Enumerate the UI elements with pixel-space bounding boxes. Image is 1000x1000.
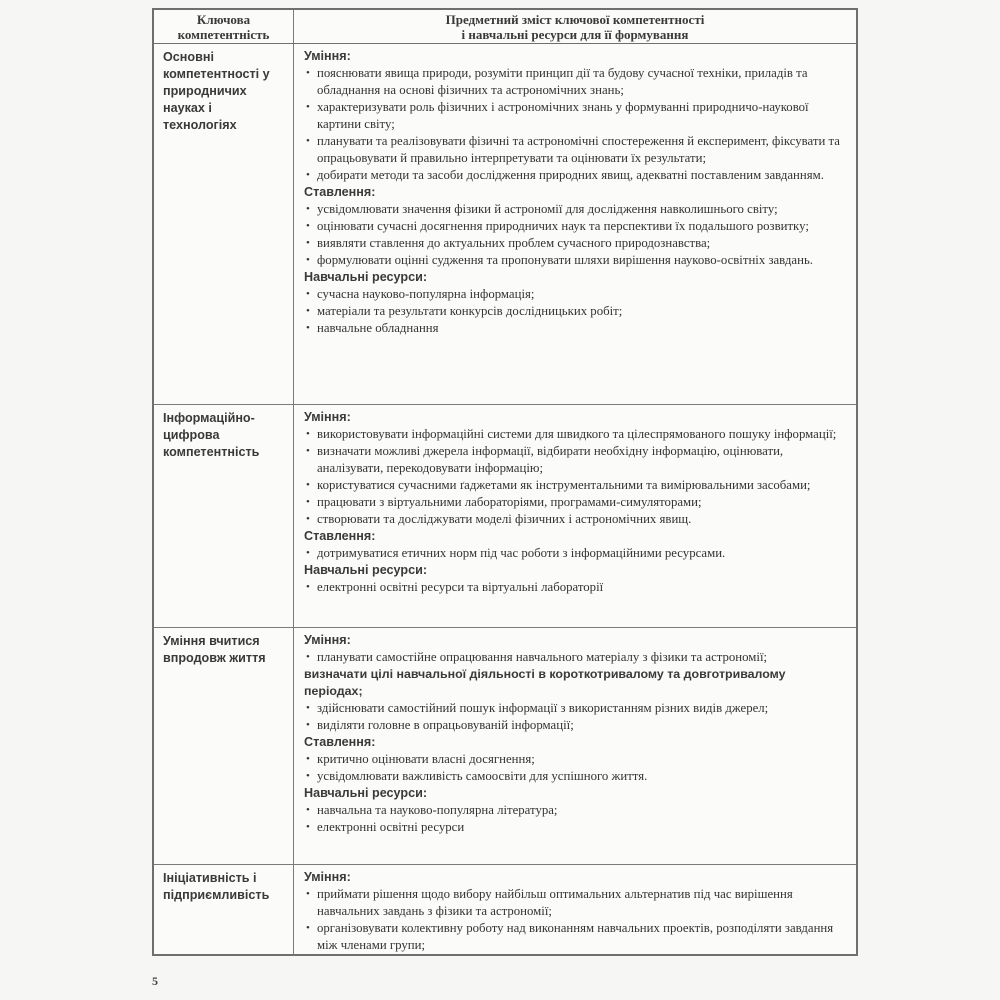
list-item-text: виділяти головне в опрацьовуваній інформації; — [317, 718, 574, 732]
header-col1-label: Ключова компетентність — [177, 11, 270, 42]
list-item — [304, 920, 844, 954]
list-item-text: навчальне обладнання — [317, 321, 439, 335]
bullet-icon: • — [306, 770, 310, 782]
section-title: Уміння: — [304, 49, 351, 63]
list-item — [304, 167, 844, 184]
list-item — [304, 99, 844, 133]
bullet-icon: • — [306, 821, 310, 833]
section-title: Уміння: — [304, 410, 351, 424]
bullet-icon: • — [306, 322, 310, 334]
list-item-text: виявляти ставлення до актуальних проблем сучасного природознавства; — [317, 236, 711, 250]
table-header-row — [154, 10, 856, 44]
list-item — [304, 751, 844, 768]
bullet-icon: • — [306, 753, 310, 765]
bullet-icon: • — [306, 220, 310, 232]
list-item-text: організовувати колективну роботу над виконанням навчальних проектів, розподіляти завдання між членами групи; — [317, 921, 834, 952]
page-number: 5 — [152, 974, 158, 988]
list-item-text: сучасна науково-популярна інформація; — [317, 287, 535, 301]
list-item — [304, 201, 844, 218]
list-item-text: критично оцінювати власні досягнення; — [317, 752, 535, 766]
competency-table — [152, 8, 858, 956]
list-item — [304, 65, 844, 99]
list-item — [304, 286, 844, 303]
list-item-text: характеризувати роль фізичних і астрономічних знань у формуванні природничо-наукової картини світу; — [317, 100, 809, 131]
list-item-text: планувати та реалізовувати фізичні та астрономічні спостереження й експеримент, фіксувати та опрацьовувати й правильно інтерпретувати та оцінювати їх результати; — [317, 134, 840, 165]
list-item — [304, 579, 844, 596]
table-row — [154, 44, 856, 404]
list-item-text: здійснювати самостійний пошук інформації з використанням різних видів джерел; — [317, 701, 769, 715]
section-title: Навчальні ресурси: — [304, 786, 428, 800]
section-title: Уміння: — [304, 633, 351, 647]
header-cell-content — [294, 10, 856, 43]
content-cell — [294, 865, 856, 954]
list-item — [304, 802, 844, 819]
content-cell — [294, 628, 856, 864]
header-col2-line2: і навчальні ресурси для її формування — [461, 26, 689, 42]
bullet-icon: • — [306, 804, 310, 816]
competency-cell — [154, 865, 294, 954]
bullet-icon: • — [306, 702, 310, 714]
list-item — [304, 235, 844, 252]
bullet-icon: • — [306, 135, 310, 147]
header-col2-line1: Предметний зміст ключової компетентності — [445, 11, 705, 27]
list-item-text: працювати з віртуальними лабораторіями, програмами-симуляторами; — [317, 495, 702, 509]
list-item-text: використовувати інформаційні системи для швидкого та цілеспрямованого пошуку інформації; — [317, 427, 837, 441]
bullet-icon: • — [306, 288, 310, 300]
content-cell — [294, 405, 856, 627]
list-item — [304, 320, 844, 337]
bullet-icon: • — [306, 445, 310, 457]
list-item — [304, 717, 844, 734]
bullet-icon: • — [306, 254, 310, 266]
list-item-text: пояснювати явища природи, розуміти принцип дії та будову сучасної техніки, приладів та обладнання на основі фізичних та астрономічних знань; — [317, 66, 808, 97]
list-item — [304, 649, 844, 666]
bullet-icon: • — [306, 922, 310, 934]
list-item-text: визначати можливі джерела інформації, відбирати необхідну інформацію, оцінювати, аналізувати, перекодовувати інформацію; — [317, 444, 784, 475]
list-item-text: користуватися сучасними ґаджетами як інструментальними та вимірювальними засобами; — [317, 478, 811, 492]
bullet-icon: • — [306, 203, 310, 215]
section-title: Уміння: — [304, 870, 351, 884]
list-item-text: оцінювати сучасні досягнення природничих наук та перспективи їх подальшого розвитку; — [317, 219, 809, 233]
table-body — [154, 44, 856, 954]
bullet-icon: • — [306, 305, 310, 317]
list-item-text: усвідомлювати важливість самоосвіти для успішного життя. — [317, 769, 648, 783]
bullet-icon: • — [306, 513, 310, 525]
list-item-text: дотримуватися етичних норм під час роботи з інформаційними ресурсами. — [317, 546, 726, 560]
list-item-text: електронні освітні ресурси — [317, 820, 465, 834]
bullet-icon: • — [306, 428, 310, 440]
bullet-icon: • — [306, 101, 310, 113]
list-item-text: формулювати оцінні судження та пропонувати шляхи вирішення науково-освітніх завдань. — [317, 253, 813, 267]
list-item — [304, 477, 844, 494]
list-item-text: добирати методи та засоби дослідження природних явищ, адекватні поставленим завданням. — [317, 168, 824, 182]
list-item-text: електронні освітні ресурси та віртуальні лабораторії — [317, 580, 604, 594]
bullet-icon: • — [306, 547, 310, 559]
competency-cell — [154, 44, 294, 404]
list-item-text: усвідомлювати значення фізики й астрономії для дослідження навколишнього світу; — [317, 202, 778, 216]
list-item — [304, 426, 844, 443]
competency-label: Основні компетентності у природничих науках і технологіях — [163, 50, 270, 132]
table-row — [154, 627, 856, 864]
bullet-icon: • — [306, 496, 310, 508]
bullet-icon: • — [306, 888, 310, 900]
bullet-icon: • — [306, 651, 310, 663]
content-cell — [294, 44, 856, 404]
list-item — [304, 545, 844, 562]
list-item — [304, 511, 844, 528]
list-item — [304, 768, 844, 785]
bullet-icon: • — [306, 169, 310, 181]
section-title: Навчальні ресурси: — [304, 563, 428, 577]
bold-item: визначати цілі навчальної діяльності в короткотривалому та довготривалому періодах; — [304, 667, 786, 698]
list-item-text: планувати самостійне опрацювання навчального матеріалу з фізики та астрономії; — [317, 650, 768, 664]
bullet-icon: • — [306, 719, 310, 731]
bullet-icon: • — [306, 581, 310, 593]
bullet-icon: • — [306, 67, 310, 79]
list-item — [304, 443, 844, 477]
bullet-icon: • — [306, 479, 310, 491]
competency-label: Уміння вчитися впродовж життя — [163, 634, 266, 665]
competency-cell — [154, 405, 294, 627]
list-item-text: навчальна та науково-популярна література; — [317, 803, 558, 817]
section-title: Ставлення: — [304, 735, 376, 749]
header-cell-competency — [154, 10, 294, 43]
competency-label: Ініціативність і підприємливість — [163, 871, 270, 902]
list-item-text: створювати та досліджувати моделі фізичних і астрономічних явищ. — [317, 512, 692, 526]
bullet-icon: • — [306, 237, 310, 249]
list-item — [304, 886, 844, 920]
list-item — [304, 218, 844, 235]
list-item — [304, 494, 844, 511]
list-item — [304, 700, 844, 717]
competency-label: Інформаційно-цифрова компетентність — [163, 411, 260, 459]
section-title: Навчальні ресурси: — [304, 270, 428, 284]
section-title: Ставлення: — [304, 185, 376, 199]
section-title: Ставлення: — [304, 529, 376, 543]
list-item — [304, 252, 844, 269]
list-item-text: приймати рішення щодо вибору найбільш оптимальних альтернатив під час вирішення навчальних завдань з фізики та астрономії; — [317, 887, 793, 918]
list-item — [304, 133, 844, 167]
competency-cell — [154, 628, 294, 864]
list-item-text: матеріали та результати конкурсів дослідницьких робіт; — [317, 304, 623, 318]
list-item — [304, 303, 844, 320]
table-row — [154, 864, 856, 954]
list-item — [304, 819, 844, 836]
table-row — [154, 404, 856, 627]
